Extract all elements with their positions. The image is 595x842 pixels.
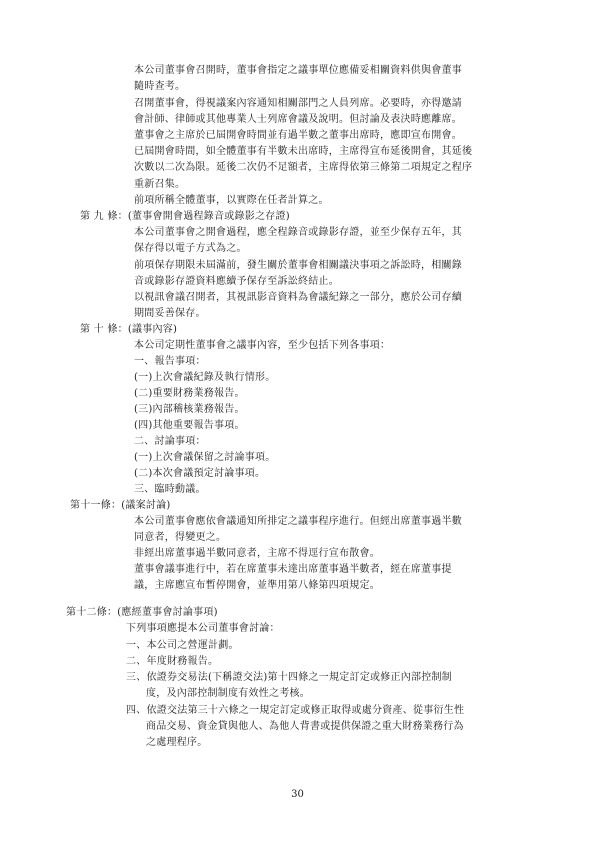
list-item: (一)上次會議紀錄及執行情形。 bbox=[134, 372, 276, 383]
text-line: 音或錄影存證資料應續予保存至訴訟終結止。 bbox=[134, 276, 339, 287]
article-heading: 第 九 條：(董事會開會過程錄音或錄影之存證) bbox=[80, 211, 290, 222]
list-item: (一)上次會議保留之討論事項。 bbox=[134, 452, 276, 463]
text-line: 會計師、律師或其他專業人士列席會議及說明。但討論及表決時應離席。 bbox=[134, 114, 462, 125]
text-line: 本公司董事會之開會過程，應全程錄音或錄影存證，並至少保存五年，其 bbox=[134, 227, 462, 238]
list-item-continuation: 之處理程序。 bbox=[146, 737, 208, 748]
list-item: 四、依證交法第三十六條之一規定訂定或修正取得或處分資產、從事衍生性 bbox=[126, 705, 465, 716]
text-line: 下列事項應提本公司董事會討論： bbox=[126, 623, 280, 634]
list-item: 二、年度財務報告。 bbox=[126, 656, 219, 667]
text-line: 已屆開會時間，如全體董事有半數未出席時，主席得宣布延後開會，其延後 bbox=[134, 146, 473, 157]
text-line: 本公司董事會召開時，董事會指定之議事單位應備妥相關資料供與會董事 bbox=[134, 65, 462, 76]
text-line: 同意者，得變更之。 bbox=[134, 532, 227, 543]
article-heading: 第 十 條：(議事內容) bbox=[80, 324, 178, 335]
text-line: 召開董事會，得視議案內容通知相關部門之人員列席。必要時，亦得邀請 bbox=[134, 98, 462, 109]
text-line: 本公司定期性董事會之議事內容，至少包括下列各事項： bbox=[134, 340, 391, 351]
list-item-continuation: 商品交易、資金貸與他人、為他人背書或提供保證之重大財務業務行為 bbox=[146, 721, 464, 732]
list-item: 三、臨時動議。 bbox=[134, 484, 206, 495]
list-item-continuation: 度，及內部控制制度有效性之考核。 bbox=[146, 688, 310, 699]
list-item: (二)本次會議預定討論事項。 bbox=[134, 468, 266, 479]
text-line: 保存得以電子方式為之。 bbox=[134, 243, 247, 254]
list-item: 三、依證券交易法(下稱證交法)第十四條之一規定訂定或修正內部控制制 bbox=[126, 672, 453, 683]
list-item: (四)其他重要報告事項。 bbox=[134, 420, 245, 431]
list-item: (三)內部稽核業務報告。 bbox=[134, 404, 245, 415]
text-line: 本公司董事會應依會議通知所排定之議事程序進行。但經出席董事過半數 bbox=[134, 516, 462, 527]
text-line: 前項保存期限未屆滿前，發生關於董事會相關議決事項之訴訟時，相關錄 bbox=[134, 260, 462, 271]
text-line: 期間妥善保存。 bbox=[134, 308, 206, 319]
text-line: 議，主席應宣布暫停開會，並準用第八條第四項規定。 bbox=[134, 580, 380, 591]
text-line: 以視訊會議召開者，其視訊影音資料為會議紀錄之一部分，應於公司存續 bbox=[134, 292, 462, 303]
article-heading: 第十一條：(議案討論) bbox=[70, 500, 171, 511]
text-line: 重新召集。 bbox=[134, 179, 186, 190]
list-item: 二、討論事項： bbox=[134, 436, 206, 447]
text-line: 前項所稱全體董事，以實際在任者計算之。 bbox=[134, 195, 329, 206]
page-number: 30 bbox=[291, 789, 304, 800]
text-line: 次數以二次為限。延後二次仍不足額者，主席得依第三條第二項規定之程序 bbox=[134, 162, 473, 173]
list-item: (二)重要財務業務報告。 bbox=[134, 388, 245, 399]
text-line: 董事會之主席於已屆開會時間並有過半數之董事出席時，應即宣布開會。 bbox=[134, 130, 462, 141]
text-line: 董事會議事進行中，若在席董事未達出席董事過半數者，經在席董事提 bbox=[134, 564, 452, 575]
article-heading: 第十二條：(應經董事會討論事項) bbox=[66, 607, 218, 618]
list-item: 一、報告事項： bbox=[134, 356, 206, 367]
list-item: 一、本公司之營運計劃。 bbox=[126, 640, 239, 651]
text-line: 隨時查考。 bbox=[134, 81, 186, 92]
text-line: 非經出席董事過半數同意者，主席不得逕行宣布散會。 bbox=[134, 548, 380, 559]
